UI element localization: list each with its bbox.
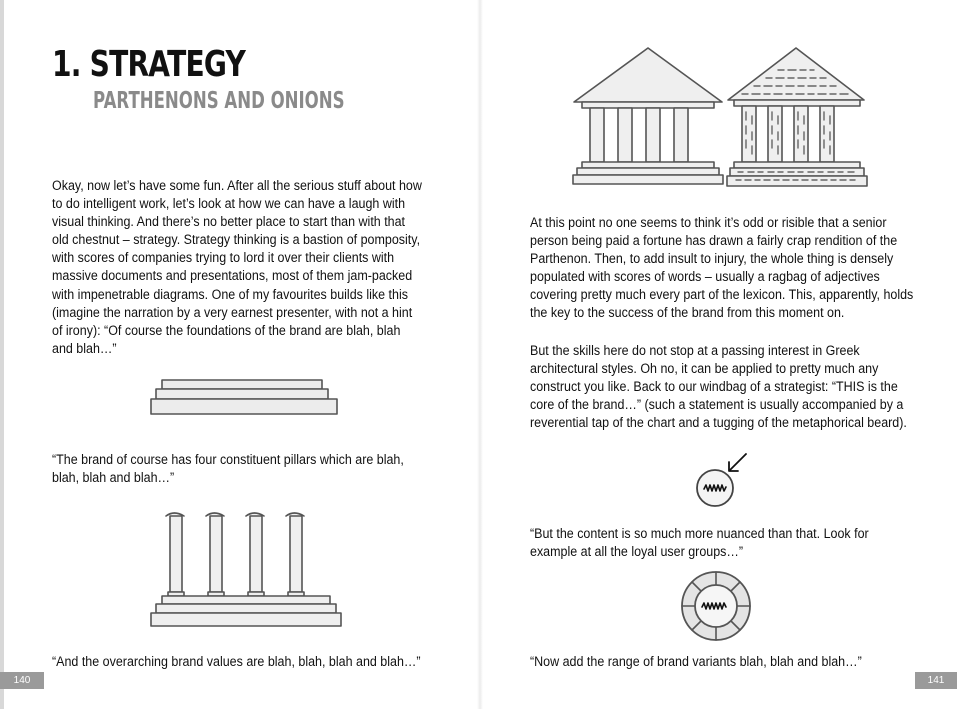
text-line: populated with scores of words – usually a ragbag of adjectives (530, 269, 880, 286)
text-line: the key to the success of the brand from this moment on. (530, 305, 845, 322)
variants-caption: “Now add the range of brand variants blah, blah and blah…” (530, 654, 862, 670)
temple-with-words-sketch (726, 46, 868, 188)
text-line: massive documents and presentations, most of them jam-packed (52, 268, 413, 285)
text-line: example at all the loyal user groups…” (530, 544, 744, 561)
page-number: 140 (0, 672, 44, 689)
text-line: Okay, now let’s have some fun. After all the serious stuff about how (52, 178, 422, 194)
steps-foundation-sketch (148, 376, 342, 418)
text-line: with scores of companies trying to lord it over their clients with (52, 250, 395, 267)
text-line: visual thinking. And there’s no better place to start than with that (52, 214, 406, 231)
text-line: of irony): “Of course the foundations of the brand are blah, blah (52, 322, 401, 339)
intro-paragraph (52, 177, 439, 358)
chapter-subtitle: PARTHENONS AND ONIONS (93, 88, 345, 114)
temple-sketch (572, 46, 724, 186)
text-line: Parthenon. Then, to add insult to injury, the whole thing is densely (530, 251, 894, 268)
text-line: “The brand of course has four constituent pillars which are blah, (52, 452, 404, 468)
text-line: with impenetrable diagrams. One of my favourites builds like this (52, 286, 408, 303)
pillars-caption (52, 451, 439, 487)
text-line: and blah…” (52, 340, 117, 357)
parthenon-paragraph (530, 214, 917, 323)
arrow-icon (729, 454, 746, 471)
book-gutter (477, 0, 483, 709)
circle-core-sketch (694, 450, 754, 512)
chapter-title: 1. STRATEGY (52, 44, 246, 85)
skills-paragraph (530, 342, 917, 432)
pillars-on-steps-sketch (150, 508, 342, 630)
text-line: architectural styles. Oh no, it can be applied to pretty much any (530, 361, 879, 378)
text-line: But the skills here do not stop at a passing interest in Greek (530, 343, 860, 359)
page-number: 141 (915, 672, 957, 689)
text-line: blah, blah and blah…” (52, 470, 175, 487)
text-line: (imagine the narration by a very earnest presenter, with not a hint (52, 304, 413, 321)
text-line: person being paid a fortune has drawn a fairly crap rendition of the (530, 233, 898, 250)
text-line: covering pretty much every part of the lexicon. This, apparently, holds (530, 287, 914, 304)
text-line: old chestnut – strategy. Strategy thinking is a bastion of pomposity, (52, 232, 421, 249)
values-caption: “And the overarching brand values are blah, blah, blah and blah…” (52, 654, 421, 670)
core-caption (530, 525, 917, 561)
page-edge (0, 0, 4, 709)
text-line: core of the brand…” (such a statement is usually accompanied by a (530, 397, 904, 414)
text-line: “But the content is so much more nuanced than that. Look for (530, 526, 869, 542)
text-line: At this point no one seems to think it’s odd or risible that a senior (530, 215, 887, 231)
text-line: construct you like. Back to our windbag of a strategist: “THIS is the (530, 379, 898, 396)
onion-rings-sketch (680, 570, 752, 642)
text-line: reverential tap of the chart and a tugging of the metaphorical beard). (530, 415, 907, 432)
text-line: to do intelligent work, let’s look at how we can have a laugh with (52, 196, 406, 213)
